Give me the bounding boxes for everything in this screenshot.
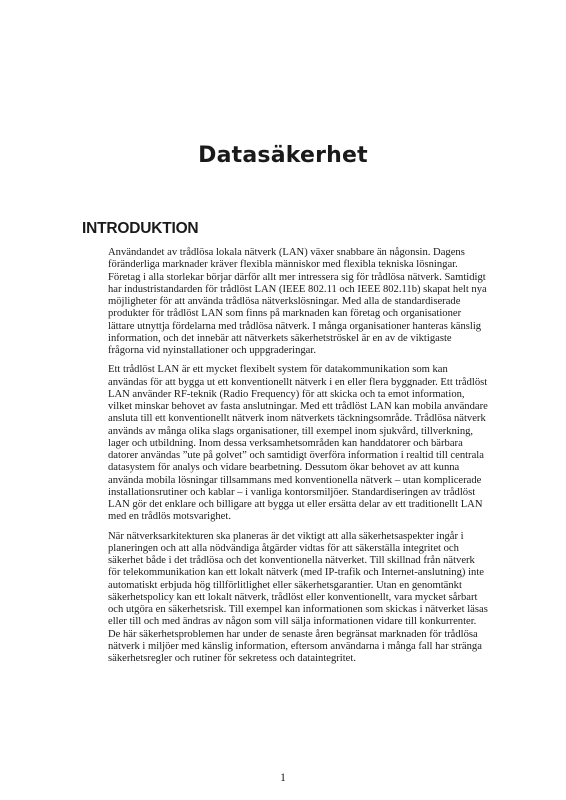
paragraph: Användandet av trådlösa lokala nätverk (LAN) växer snabbare än någonsin. Dagens föränderliga marknader kräver flexibla människor med flexibla tekniska lösningar. Företag i alla storlekar börjar därför allt mer intressera sig för trådlösa nätverk. Samtidigt har industristandarden för trådlöst LAN (IEEE 802.11 och IEEE 802.11b) skapat helt nya möjligheter för att använda trådlösa nätverkslösningar. Med alla de standardiserade produkter för trådlöst LAN som finns på marknaden kan företag och organisationer lättare utnyttja fördelarna med trådlösa nätverk. I många organisationer hanteras känslig information, och det innebär att nätverkets säkerhetströskel är en av de viktigaste frågorna vid nyinstallationer och uppgraderingar. [108, 247, 487, 356]
paragraph: Ett trådlöst LAN är ett mycket flexibelt system för datakommunikation som kan användas för att bygga ut ett konventionellt nätverk i en eller flera byggnader. Ett trådlöst LAN använder RF-teknik (Radio Frequency) för att skicka och ta emot information, vilket minskar behovet av fasta anslutningar. Med ett trådlöst LAN kan mobila användare ansluta till ett konventionellt nätverk inom nätverkets täckningsområde. Trådlösa nätverk används av många olika slags organisationer, till exempel inom sjukvård, tillverkning, lager och utbildning. Inom dessa verksamhetsområden kan handdatorer och bärbara datorer användas ”ute på golvet” och samtidigt överföra information i realtid till centrala datasystem för analys och vidare bearbetning. Dessutom ökar behovet av att kunna använda mobila lösningar tillsammans med konventionella nätverk – utan komplicerade installationsrutiner och kablar – i vanliga kontorsmiljöer. Standardiseringen av trådlöst LAN gör det enklare och billigare att bygga ut eller ersätta delar av ett traditionellt LAN med en trådlös motsvarighet. [108, 364, 488, 523]
chapter-title: Datasäkerhet [198, 143, 368, 168]
page-number: 1 [280, 772, 286, 784]
body-text [108, 247, 488, 672]
section-heading: INTRODUKTION [82, 220, 199, 237]
paragraph: När nätverksarkitekturen ska planeras är det viktigt att alla säkerhetsaspekter ingår i planeringen och att alla nödvändiga åtgärder vidtas för att säkerställa integritet och säkerhet både i det trådlösa och det konventionella nätverket. Till skillnad från nätverk för telekommunikation kan ett lokalt nätverk (med IP-trafik och Internet-anslutning) inte automatiskt erbjuda hög tillförlitlighet eller säkerhetsgarantier. Utan en genomtänkt säkerhetspolicy kan ett lokalt nätverk, trådlöst eller konventionellt, vara mycket sårbart och utgöra en säkerhetsrisk. Till exempel kan informationen som skickas i nätverket läsas eller till och med ändras av någon som vill sälja informationen vidare till konkurrenter. De här säkerhetsproblemen har under de senaste åren begränsat marknaden för trådlösa nätverk i miljöer med känslig information, eftersom användarna i många fall har stränga säkerhetsregler och rutiner för sekretess och dataintegritet. [108, 530, 488, 664]
